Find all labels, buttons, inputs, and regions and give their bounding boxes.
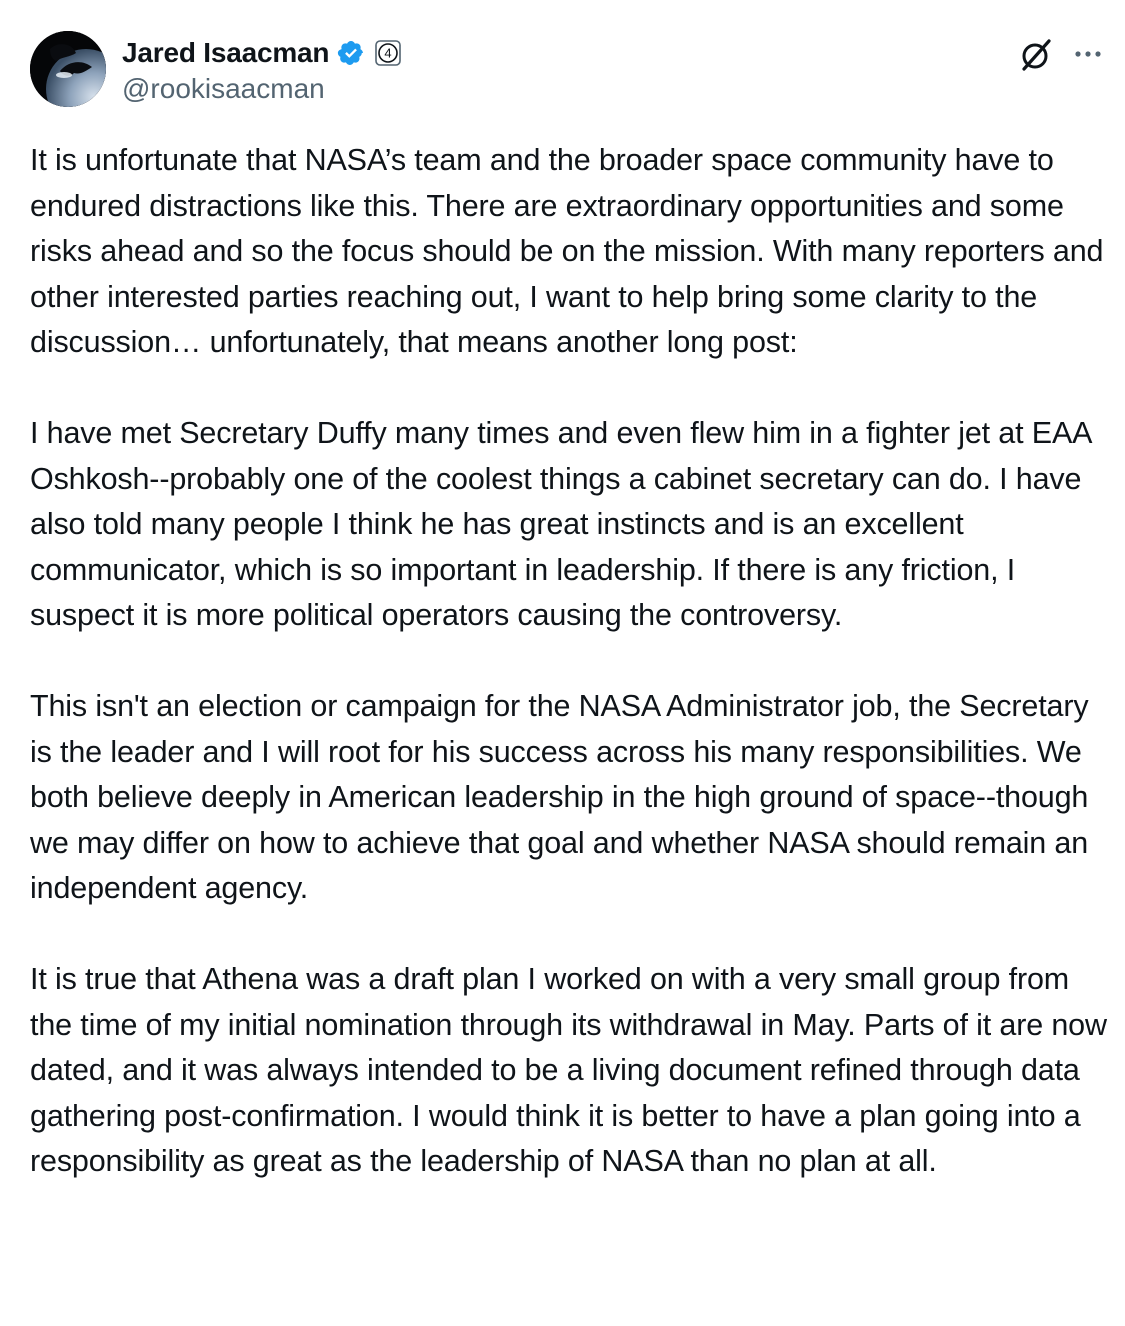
name-row bbox=[122, 35, 401, 71]
post-paragraph: This isn't an election or campaign for the NASA Administrator job, the Secretary is the leader and I will root for his success across his many responsibilities. We both believe deeply in American leadership in the high ground of space--though we may differ on how to achieve that goal and whether NASA should remain an independent agency. bbox=[30, 689, 1089, 905]
post-paragraph: It is true that Athena was a draft plan I worked on with a very small group from the time of my initial nomination through its withdrawal in May. Parts of it are now dated, and it was always intended to be a living document refined through data gathering post-confirmation. I would think it is better to have a plan going into a responsibility as great as the leadership of NASA than no plan at all. bbox=[30, 962, 1107, 1178]
display-name[interactable]: Jared Isaacman bbox=[122, 37, 330, 68]
avatar[interactable] bbox=[30, 31, 106, 107]
post-paragraph: It is unfortunate that NASA’s team and the broader space community have to endured distractions like this. There are extraordinary opportunities and some risks ahead and so the focus should be on the mission. With many reporters and other interested parties reaching out, I want to help bring some clarity to the discussion… unfortunately, that means another long post: bbox=[30, 143, 1104, 359]
affiliate-badge-icon[interactable] bbox=[375, 40, 401, 66]
post-text bbox=[30, 138, 1110, 1185]
avatar-image bbox=[30, 31, 106, 107]
affiliate-badge-text: 4 bbox=[384, 45, 392, 61]
post-paragraph: I have met Secretary Duffy many times and even flew him in a fighter jet at EAA Oshkosh--probably one of the coolest things a cabinet secretary can do. I have also told many people I think he has great instincts and is an excellent communicator, which is so important in leadership. If there is any friction, I suspect it is more political operators causing the controversy. bbox=[30, 416, 1091, 632]
grok-icon[interactable] bbox=[1018, 37, 1054, 73]
more-options-icon[interactable] bbox=[1072, 41, 1104, 67]
author-handle[interactable]: @rookisaacman bbox=[122, 73, 325, 104]
post-header bbox=[30, 31, 1105, 111]
verified-badge-icon[interactable] bbox=[337, 39, 365, 67]
